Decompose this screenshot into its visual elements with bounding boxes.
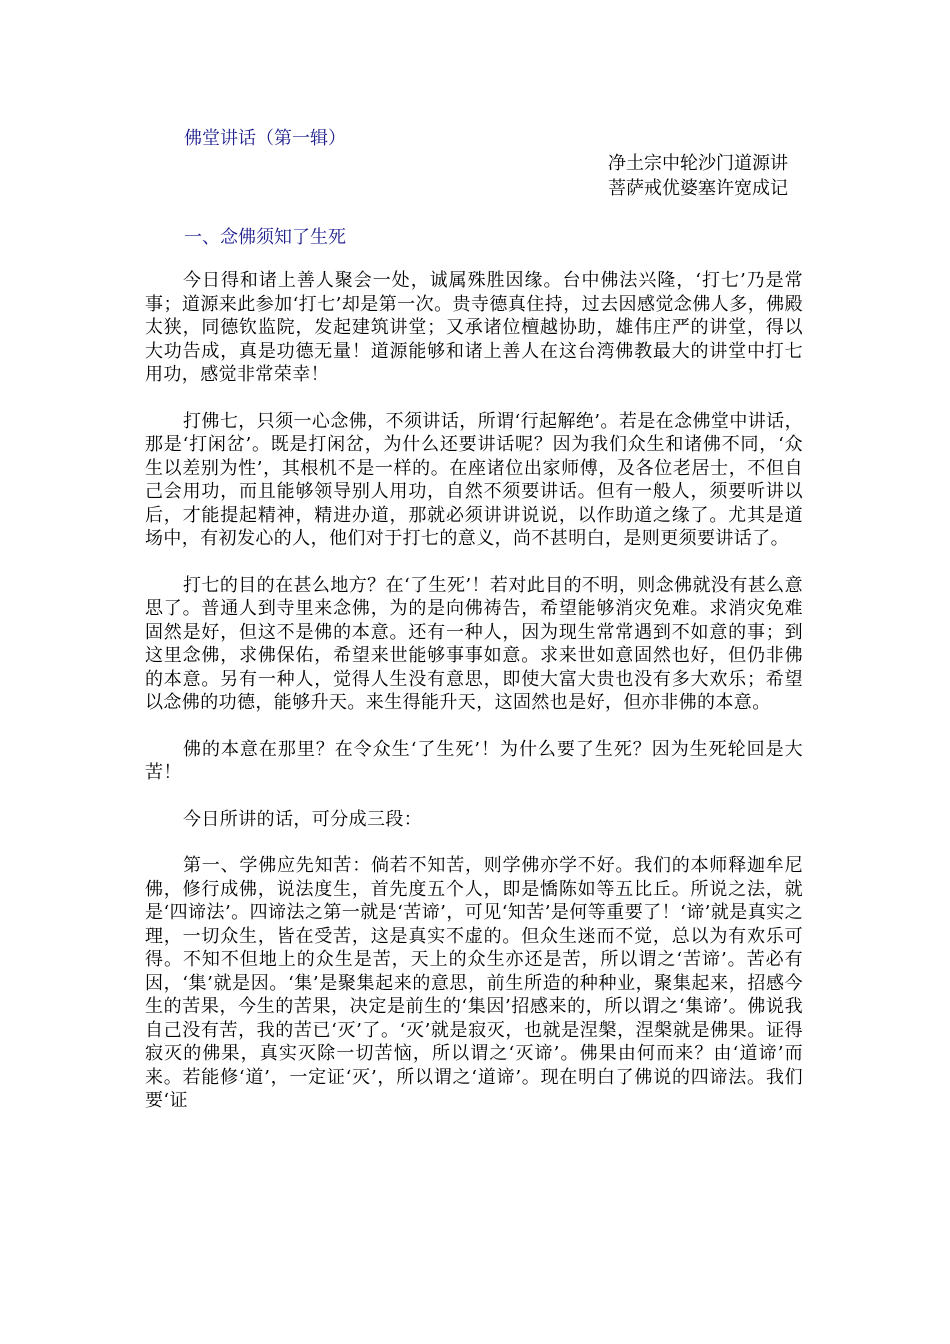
section-heading: 一、念佛须知了生死 [184, 227, 346, 248]
paragraph: 佛的本意在那里？在令众生‘了生死’！为什么要了生死？因为生死轮回是大苦！ [145, 738, 803, 783]
document-body [145, 269, 803, 1136]
paragraph: 第一、学佛应先知苦：倘若不知苦，则学佛亦学不好。我们的本师释迦牟尼佛，修行成佛，说法度生，首先度五个人，即是憍陈如等五比丘。所说之法，就是‘四谛法’。四谛法之第一就是‘苦谛’，可见‘知苦’是何等重要了！‘谛’就是真实之理，一切众生，皆在受苦，这是真实不虚的。但众生迷而不觉，总以为有欢乐可得。不知不但地上的众生是苦，天上的众生亦还是苦，所以谓之‘苦谛’。苦必有因，‘集’就是因。‘集’是聚集起来的意思，前生所造的种种业，聚集起来，招感今生的苦果，今生的苦果，决定是前生的‘集因’招感来的，所以谓之‘集谛’。佛说我自己没有苦，我的苦已‘灭’了。‘灭’就是寂灭，也就是涅槃，涅槃就是佛果。证得寂灭的佛果，真实灭除一切苦恼，所以谓之‘灭谛’。佛果由何而来？由‘道谛’而来。若能修‘道’，一定证‘灭’，所以谓之‘道谛’。现在明白了佛说的四谛法。我们要‘证 [145, 855, 803, 1111]
byline-speaker: 净土宗中轮沙门道源讲 [608, 153, 788, 174]
paragraph: 打七的目的在甚么地方？在‘了生死’！若对此目的不明，则念佛就没有甚么意思了。普通人到寺里来念佛，为的是向佛祷告，希望能够消灾免难。求消灾免难固然是好，但这不是佛的本意。还有一种人，因为现生常常遇到不如意的事；到这里念佛，求佛保佑，希望来世能够事事如意。求来世如意固然也好，但仍非佛的本意。另有一种人，觉得人生没有意思，即使大富大贵也没有多大欢乐；希望以念佛的功德，能够升天。来生得能升天，这固然也是好，但亦非佛的本意。 [145, 574, 803, 713]
paragraph: 打佛七，只须一心念佛，不须讲话，所谓‘行起解绝’。若是在念佛堂中讲话，那是‘打闲岔’。既是打闲岔，为什么还要讲话呢？因为我们众生和诸佛不同，‘众生以差别为性’，其根机不是一样的。在座诸位出家师傅，及各位老居士，不但自己会用功，而且能够领导别人用功，自然不须要讲话。但有一般人，须要听讲以后，才能提起精神，精进办道，那就必须讲讲说说，以作助道之缘了。尤其是道场中，有初发心的人，他们对于打七的意义，尚不甚明白，是则更须要讲话了。 [145, 410, 803, 549]
byline [608, 151, 788, 201]
byline-recorder: 菩萨戒优婆塞许宽成记 [608, 178, 788, 199]
document-title: 佛堂讲话（第一辑） [184, 128, 346, 149]
paragraph: 今日所讲的话，可分成三段： [183, 808, 423, 830]
paragraph: 今日得和诸上善人聚会一处，诚属殊胜因缘。台中佛法兴隆，‘打七’乃是常事；道源来此参加‘打七’却是第一次。贵寺德真住持，过去因感觉念佛人多，佛殿太狭，同德钦监院，发起建筑讲堂；又承诸位檀越协助，雄伟庄严的讲堂，得以大功告成，真是功德无量！道源能够和诸上善人在这台湾佛教最大的讲堂中打七用功，感觉非常荣幸！ [145, 270, 803, 385]
